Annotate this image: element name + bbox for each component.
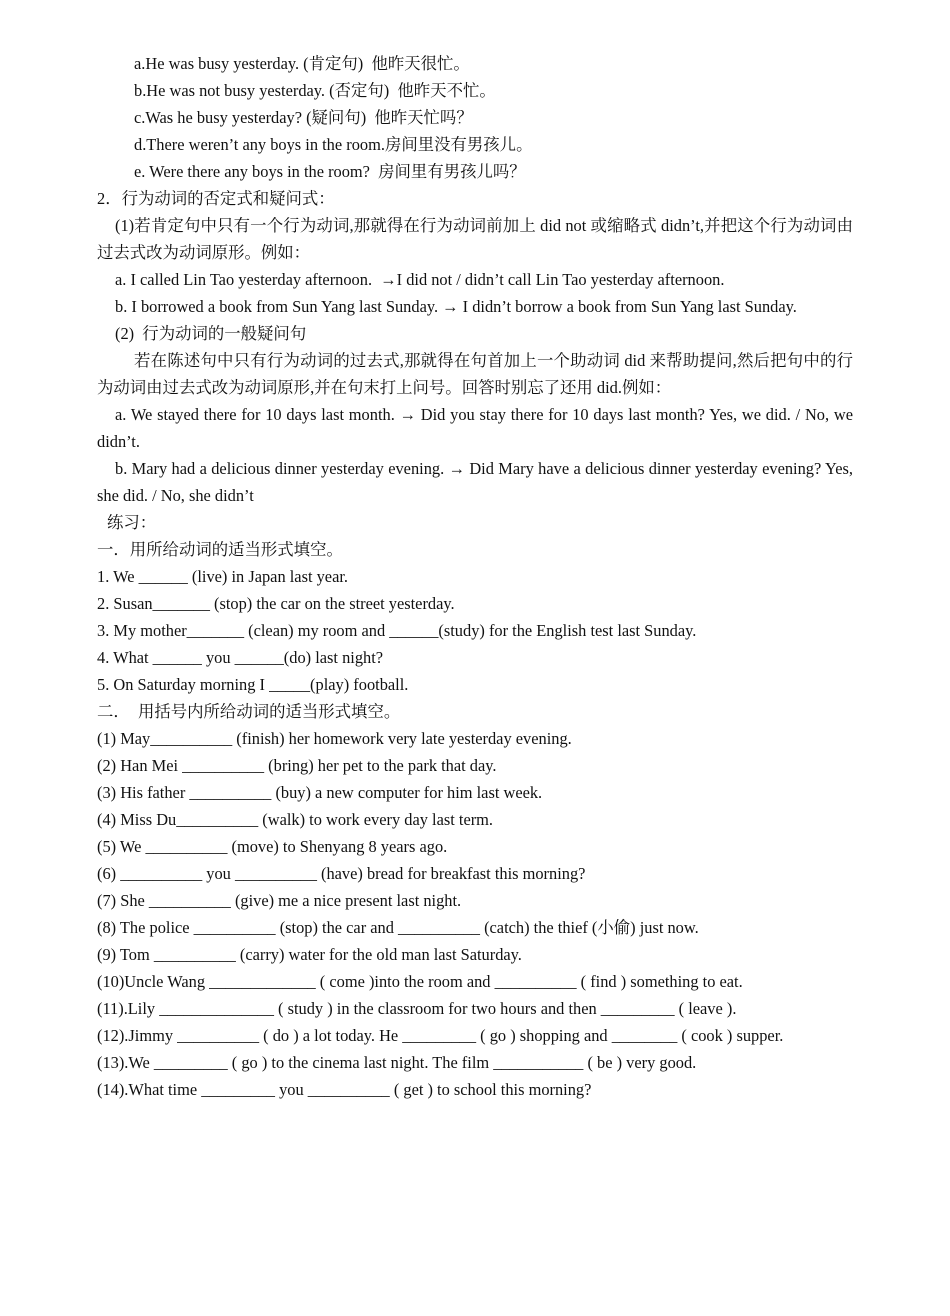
- exercise-item: (5) We __________ (move) to Shenyang 8 years ago.: [97, 837, 448, 856]
- exercise-item: 1. We ______ (live) in Japan last year.: [97, 567, 349, 586]
- rule-1-text: (1)若肯定句中只有一个行为动词,那就得在行为动词前加上 did not 或缩略式 didn’t,并把这个行为动词由过去式改为动词原形。例如：: [97, 216, 853, 262]
- exercise-item: (12).Jimmy __________ ( do ) a lot today. He _________ ( go ) shopping and ________ ( cook ) supper.: [97, 1026, 784, 1045]
- exercise-item: (4) Miss Du__________ (walk) to work every day last term.: [97, 810, 494, 829]
- part-1-heading: 一．用所给动词的适当形式填空。: [97, 540, 343, 559]
- exercise-item: (13).We _________ ( go ) to the cinema last night. The film ___________ ( be ) very good.: [97, 1053, 697, 1072]
- exercise-item: (9) Tom __________ (carry) water for the old man last Saturday.: [97, 945, 522, 964]
- exercise-item: (6) __________ you __________ (have) bread for breakfast this morning?: [97, 864, 586, 883]
- exercise-item: 3. My mother_______ (clean) my room and ______(study) for the English test last Sunday.: [97, 621, 697, 640]
- exercise-item: (11).Lily ______________ ( study ) in the classroom for two hours and then _________ ( leave ).: [97, 999, 737, 1018]
- exercise-item: (1) May__________ (finish) her homework very late yesterday evening.: [97, 729, 572, 748]
- exercise-item: 2. Susan_______ (stop) the car on the street yesterday.: [97, 594, 455, 613]
- part-2-heading: 二． 用括号内所给动词的适当形式填空。: [97, 702, 401, 721]
- exercise-item: (3) His father __________ (buy) a new computer for him last week.: [97, 783, 543, 802]
- exercise-item: (8) The police __________ (stop) the car and __________ (catch) the thief (小偷) just now.: [97, 918, 699, 937]
- example-question: c.Was he busy yesterday? (疑问句) 他昨天忙吗？: [134, 108, 473, 127]
- document-page: [97, 50, 853, 1103]
- example-affirmative: a.He was busy yesterday. (肯定句) 他昨天很忙。: [134, 54, 470, 73]
- exercise-item: 4. What ______ you ______(do) last night?: [97, 648, 384, 667]
- rule-1-example-a: a. I called Lin Tao yesterday afternoon. →I did not / didn’t call Lin Tao yesterday afternoon.: [115, 270, 725, 289]
- exercise-item: (10)Uncle Wang _____________ ( come )into the room and __________ ( find ) something to eat.: [97, 972, 743, 991]
- section-2-heading: 2．行为动词的否定式和疑问式：: [97, 189, 335, 208]
- rule-2-title: (2) 行为动词的一般疑问句: [115, 324, 307, 343]
- rule-2-example-a: a. We stayed there for 10 days last month. → Did you stay there for 10 days last month? Yes, we did. / No, we didn’t.: [97, 405, 853, 451]
- exercise-item: 5. On Saturday morning I _____(play) football.: [97, 675, 409, 694]
- practice-label: 练习：: [107, 513, 157, 532]
- example-negative: b.He was not busy yesterday. (否定句) 他昨天不忙。: [134, 81, 496, 100]
- rule-1-example-b: b. I borrowed a book from Sun Yang last Sunday. → I didn’t borrow a book from Sun Yang last Sunday.: [115, 297, 797, 316]
- example-there-question: e. Were there any boys in the room? 房间里有男孩儿吗？: [134, 162, 526, 181]
- exercise-item: (2) Han Mei __________ (bring) her pet to the park that day.: [97, 756, 497, 775]
- exercise-item: (7) She __________ (give) me a nice present last night.: [97, 891, 462, 910]
- rule-2-text: 若在陈述句中只有行为动词的过去式,那就得在句首加上一个助动词 did 来帮助提问,然后把句中的行为动词由过去式改为动词原形,并在句末打上问号。回答时别忘了还用 did.例如：: [97, 351, 853, 397]
- exercise-item: (14).What time _________ you __________ ( get ) to school this morning?: [97, 1080, 592, 1099]
- example-there-negative: d.There weren’t any boys in the room.房间里没有男孩儿。: [134, 135, 533, 154]
- rule-2-example-b: b. Mary had a delicious dinner yesterday evening. → Did Mary have a delicious dinner yesterday evening? Yes, she did. / No, she didn’t: [97, 459, 853, 505]
